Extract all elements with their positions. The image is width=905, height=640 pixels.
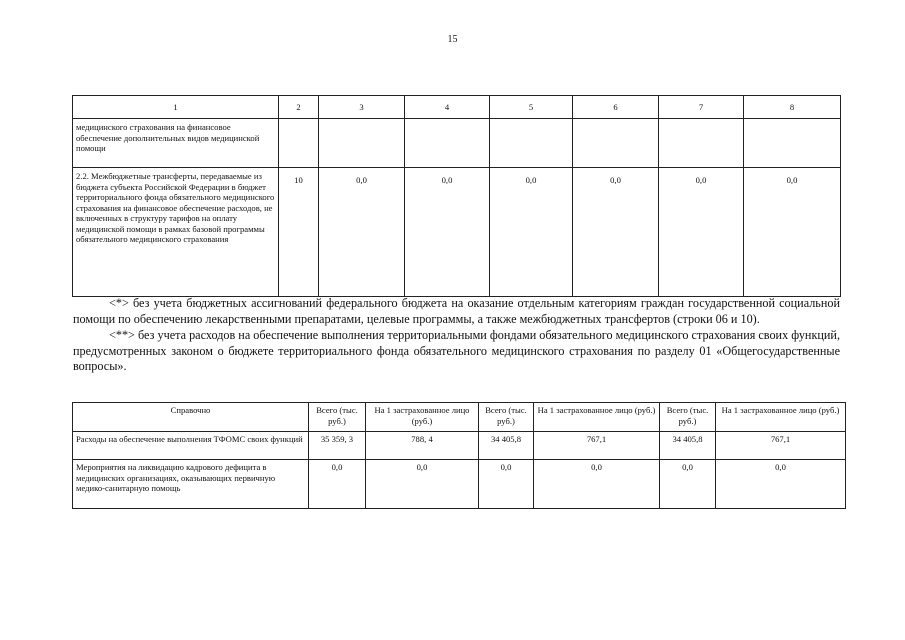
column-number-header: 7 — [659, 96, 744, 119]
column-header: На 1 застрахованное лицо (руб.) — [716, 403, 846, 432]
row-value: 788, 4 — [366, 432, 479, 460]
footnote-double-asterisk: <**> без учета расходов на обеспечение выполнения территориальными фондами обязательного медицинского страхования своих функций, предусмотренных законом о бюджете территориального фонда обязательного медицинского страхования по разделу 01 «Общегосударственные вопросы». — [73, 328, 840, 374]
row-description: Мероприятия на ликвидацию кадрового дефицита в медицинских организациях, оказывающих первичную медико-санитарную помощь — [73, 460, 309, 509]
row-description: 2.2. Межбюджетные трансферты, передаваемые из бюджета субъекта Российской Федерации в бюджет территориального фонда обязательного медицинского страхования на финансовое обеспечение расходов, не включенных в структуру тарифов на оплату медицинской помощи в рамках базовой программы обязательного медицинского страхования — [73, 168, 279, 297]
table-row — [73, 432, 846, 460]
column-header: Всего (тыс. руб.) — [479, 403, 534, 432]
table-row — [73, 460, 846, 509]
column-header: Справочно — [73, 403, 309, 432]
table-header-row — [73, 96, 841, 119]
row-value — [490, 119, 573, 168]
reference-table — [72, 402, 846, 509]
row-value: 0,0 — [716, 460, 846, 509]
row-value: 0,0 — [660, 460, 716, 509]
row-value: 0,0 — [405, 168, 490, 297]
table-header-row — [73, 403, 846, 432]
row-value: 0,0 — [744, 168, 841, 297]
row-value: 0,0 — [309, 460, 366, 509]
row-value — [405, 119, 490, 168]
row-value: 0,0 — [534, 460, 660, 509]
row-value — [573, 119, 659, 168]
page-number: 15 — [447, 34, 458, 45]
row-value: 0,0 — [479, 460, 534, 509]
row-line-number: 10 — [279, 168, 319, 297]
row-value: 0,0 — [319, 168, 405, 297]
column-header: На 1 застрахованное лицо (руб.) — [366, 403, 479, 432]
row-description: медицинского страхования на финансовое обеспечение дополнительных видов медицинской помощи — [73, 119, 279, 168]
column-number-header: 2 — [279, 96, 319, 119]
row-value: 35 359, 3 — [309, 432, 366, 460]
financing-table — [72, 95, 841, 297]
row-value: 767,1 — [716, 432, 846, 460]
row-value — [659, 119, 744, 168]
row-value — [279, 119, 319, 168]
row-value — [319, 119, 405, 168]
row-value: 34 405,8 — [660, 432, 716, 460]
column-number-header: 3 — [319, 96, 405, 119]
row-value: 0,0 — [490, 168, 573, 297]
row-value: 0,0 — [366, 460, 479, 509]
column-number-header: 5 — [490, 96, 573, 119]
row-value: 767,1 — [534, 432, 660, 460]
footnote-single-asterisk: <*> без учета бюджетных ассигнований федерального бюджета на оказание отдельным категориям граждан государственной социальной помощи по обеспечению лекарственными препаратами, целевые программы, а также межбюджетных трансфертов (строки 06 и 10). — [73, 296, 840, 326]
footnotes — [73, 296, 840, 375]
column-header: Всего (тыс. руб.) — [309, 403, 366, 432]
column-number-header: 4 — [405, 96, 490, 119]
table-row — [73, 119, 841, 168]
column-number-header: 8 — [744, 96, 841, 119]
row-value: 34 405,8 — [479, 432, 534, 460]
row-value: 0,0 — [573, 168, 659, 297]
column-header: На 1 застрахованное лицо (руб.) — [534, 403, 660, 432]
row-value: 0,0 — [659, 168, 744, 297]
row-value — [744, 119, 841, 168]
column-header: Всего (тыс. руб.) — [660, 403, 716, 432]
table-row — [73, 168, 841, 297]
column-number-header: 1 — [73, 96, 279, 119]
column-number-header: 6 — [573, 96, 659, 119]
row-description: Расходы на обеспечение выполнения ТФОМС своих функций — [73, 432, 309, 460]
